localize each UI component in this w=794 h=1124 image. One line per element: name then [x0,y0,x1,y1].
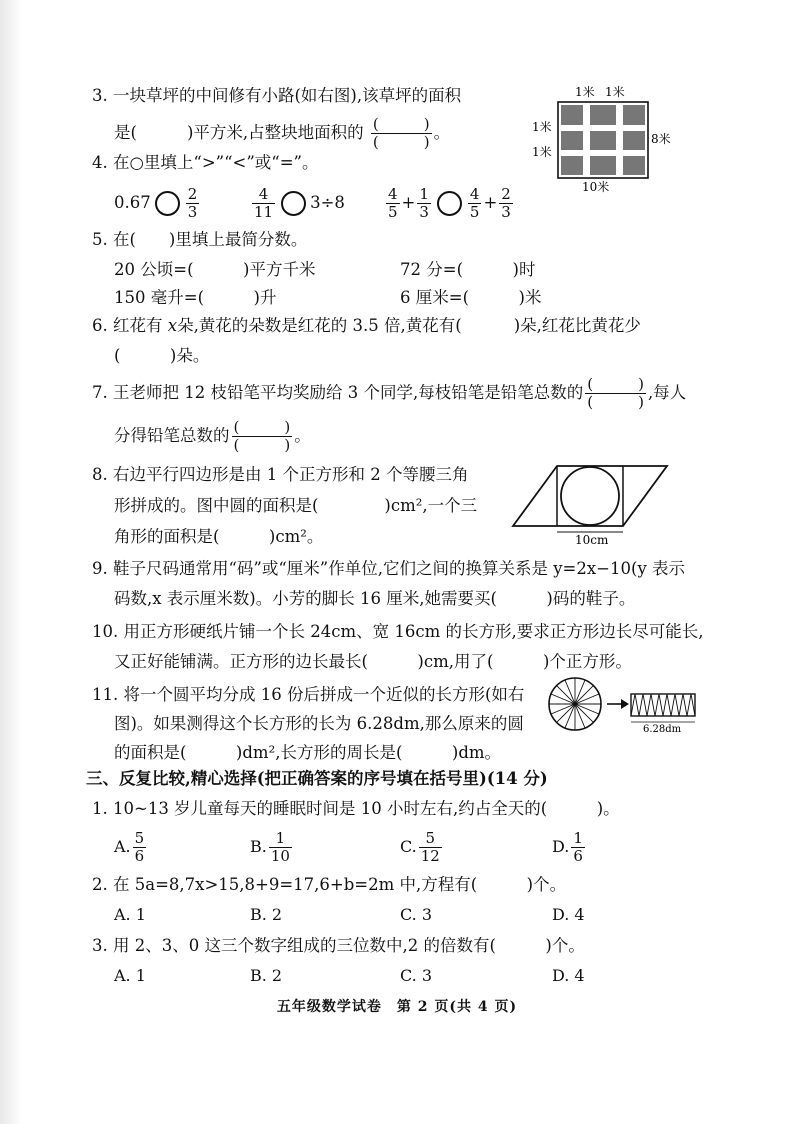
mc2-option-a[interactable]: A. 1 [114,905,146,924]
mc3-question [92,934,585,958]
mc1-option-d[interactable] [552,831,587,864]
q7-line1 [92,377,686,410]
q4-expr-3 [384,187,515,220]
mc3-option-d[interactable]: D. 4 [552,966,585,985]
fraction-denominator: 3 [501,203,511,221]
q7-text-2: 分得铅笔总数的 [114,426,230,445]
parallelogram-figure [505,460,675,544]
q5-item-c: 150 毫升=( )升 [114,288,277,307]
fraction-denominator: 3 [419,203,429,221]
q6-line1 [92,314,641,338]
fraction-numerator: 1 [269,831,292,848]
fraction-denominator: 10 [270,847,290,865]
q11-text: 将一个圆平均分成 16 份后拼成一个近似的长方形(如右 [123,685,525,704]
fraction-numerator: 2 [501,185,511,203]
compare-circle-1[interactable] [155,191,180,216]
mc2-number: 2. [92,875,108,894]
q9-line2: 码数,x 表示厘米数)。小芳的脚长 16 厘米,她需要买( )码的鞋子。 [114,589,636,608]
q8-text: 右边平行四边形是由 1 个正方形和 2 个等腰三角 [113,465,469,484]
q4-expr-2 [250,187,345,220]
mc1-option-b[interactable] [250,831,294,864]
option-label: B. [250,837,267,856]
mc1-text: 10~13 岁儿童每天的睡眠时间是 10 小时左右,约占全天的( )。 [113,799,620,818]
mc2-text: 在 5a=8,7x>15,8+9=17,6+b=2m 中,方程有( )个。 [113,875,567,894]
q7-line2 [114,420,311,453]
fraction-denominator: 6 [573,847,583,865]
q7-text-end: ,每人 [647,383,687,402]
mc3-number: 3. [92,936,108,955]
q3-end: 。 [433,123,451,142]
q7-answer-fraction-2 [232,420,293,453]
q5-line1 [92,228,307,252]
q11-line2: 图)。如果测得这个长方形的长为 6.28dm,那么原来的圆 [114,714,524,733]
q8-line2: 形拼成的。图中圆的面积是( )cm²,一个三 [114,496,478,515]
label-bottom-10m: 10米 [582,180,610,194]
arrow-right-icon [607,699,629,709]
fraction-denominator: ( ) [587,393,644,411]
option-label: C. [400,837,417,856]
q9-number: 9. [92,559,108,578]
expr1-left: 0.67 [114,193,151,212]
q6-variable: x [167,316,178,335]
label-left-1m: 1米 [532,120,552,134]
fraction-numerator: 4 [388,185,398,203]
mc1-option-a[interactable] [114,831,148,864]
expr2-right: 3÷8 [310,193,345,212]
fraction-numerator: ( ) [587,375,644,393]
q9-line1 [92,557,685,581]
fraction-numerator: 4 [469,185,480,203]
label-top-1m: 1米 [575,85,595,99]
q7-number: 7. [92,383,108,402]
fraction-numerator: ( ) [372,115,430,133]
fraction-denominator: 12 [420,847,440,865]
mc2-option-b[interactable]: B. 2 [250,905,283,924]
compare-circle-3[interactable] [437,191,462,216]
q4-text: 在○里填上“>”“<”或“=”。 [113,153,319,172]
sectored-circle [549,678,601,730]
q11-number: 11. [92,685,119,704]
mc2-option-c[interactable]: C. 3 [400,905,433,924]
mc3-option-c[interactable]: C. 3 [400,966,433,985]
mc3-option-b[interactable]: B. 2 [250,966,283,985]
mc1-option-c[interactable] [400,831,444,864]
section-3-title: 三、反复比较,精心选择(把正确答案的序号填在括号里)(14 分) [86,769,548,788]
fraction-denominator: ( ) [233,436,291,454]
mc2-question [92,873,566,897]
plus-sign: + [401,193,416,212]
parallelogram-outline [513,466,667,526]
label-top-1m-2: 1米 [605,85,625,99]
q6-line2: ( )朵。 [114,346,210,365]
q5-number: 5. [92,230,108,249]
q11-line1 [92,683,524,707]
q6-text-a: 红花有 [113,316,163,335]
fraction-denominator: 11 [254,203,274,221]
q3-text: 一块草坪的中间修有小路(如右图),该草坪的面积 [113,86,462,105]
label-left-1m-2: 1米 [532,145,552,159]
q3-text-b: )平方米,占整块地面积的 [186,123,364,142]
q3-line1 [92,84,461,108]
q10-line1 [92,620,704,644]
fraction-denominator: 5 [388,203,398,221]
q10-number: 10. [92,622,119,641]
fraction-numerator: ( ) [233,418,291,436]
q8-number: 8. [92,465,108,484]
circle-rectangle-figure [545,670,700,742]
label-right-8m: 8米 [651,132,671,146]
q5-item-d: 6 厘米=( )米 [400,288,542,307]
mc1-number: 1. [92,799,108,818]
q7-text: 王老师把 12 枝铅笔平均奖励给 3 个同学,每枝铅笔是铅笔总数的 [113,383,584,402]
scan-shadow [0,0,22,1124]
q11-line3: 的面积是( )dm²,长方形的周长是( )dm。 [114,743,502,762]
q3-number: 3. [92,86,108,105]
mc3-option-a[interactable]: A. 1 [114,966,146,985]
plus-sign: + [483,193,498,212]
zigzag-rectangle [631,694,695,722]
q8-line1 [92,463,468,487]
q6-number: 6. [92,316,108,335]
label-6-28dm: 6.28dm [643,724,682,735]
q5-item-b: 72 分=( )时 [400,260,536,279]
q4-number: 4. [92,153,108,172]
q10-line2: 又正好能铺满。正方形的边长最长( )cm,用了( )个正方形。 [114,652,632,671]
label-10cm: 10cm [575,533,609,544]
lawn-figure [530,82,680,194]
mc3-text: 用 2、3、0 这三个数字组成的三位数中,2 的倍数有( )个。 [113,936,585,955]
q4-line1 [92,151,319,175]
fraction-numerator: 5 [134,829,145,847]
inscribed-circle [561,467,619,525]
q8-line3: 角形的面积是( )cm²。 [114,527,324,546]
fraction-denominator: 5 [469,203,480,221]
option-label: D. [552,837,570,856]
compare-circle-2[interactable] [281,191,306,216]
q7-answer-fraction-1 [585,377,646,410]
q5-text: 在( )里填上最简分数。 [113,230,308,249]
page-footer: 五年级数学试卷 第 2 页(共 4 页) [276,999,518,1015]
fraction-numerator: 5 [419,831,442,848]
q3-answer-fraction [371,117,432,150]
q7-text-end-2: 。 [294,426,311,445]
q9-text: 鞋子尺码通常用“码”或“厘米”作单位,它们之间的换算关系是 y=2x−10(y 表示 [113,559,686,578]
fraction-numerator: 1 [573,829,583,847]
q3-text-a: 是( [114,123,137,142]
fraction-numerator: 4 [252,187,275,204]
mc1-question [92,797,620,821]
q6-text-b: 朵,黄花的朵数是红花的 3.5 倍,黄花有( [177,316,462,335]
fraction-numerator: 1 [419,185,429,203]
q5-item-a: 20 公顷=( )平方千米 [114,260,316,279]
fraction-denominator: ( ) [372,133,430,151]
q3-line2 [114,117,450,150]
fraction-numerator: 2 [187,185,198,203]
fraction-denominator: 6 [134,847,145,865]
option-label: A. [114,837,131,856]
q4-expr-1 [114,187,201,220]
mc2-option-d[interactable]: D. 4 [552,905,585,924]
q6-text-c: )朵,红花比黄花少 [513,316,641,335]
lawn-grid [558,102,648,178]
fraction-denominator: 3 [187,203,198,221]
q10-text: 用正方形硬纸片铺一个长 24cm、宽 16cm 的长方形,要求正方形边长尽可能长, [123,622,704,641]
